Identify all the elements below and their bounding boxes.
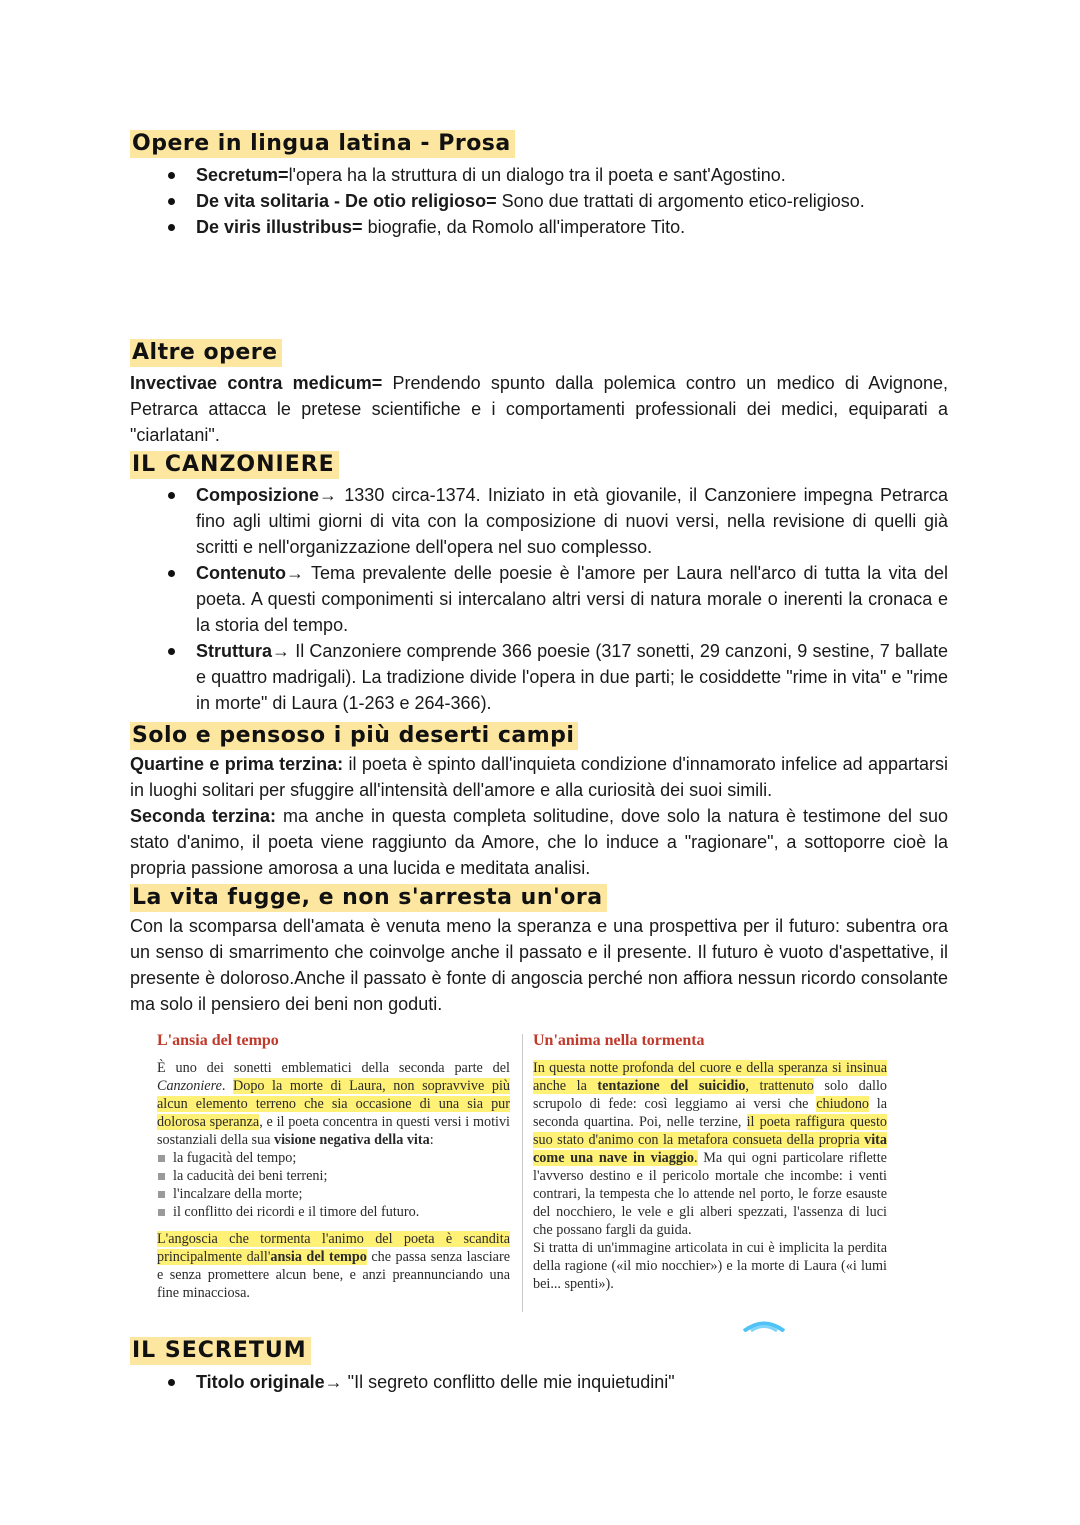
vita-paragraph: Con la scomparsa dell'amata è venuta meno la speranza e una prospettiva per il futuro: subentra ora un senso di smarrimento che coinvolge anche il passato e il presente. Il futuro è vuoto d'aspettative, il presente è doloroso.Anche il passato è fonte di angoscia perché non affiora nessun ricordo consolante ma solo il pensiero dei beni non goduti. [130,916,948,1014]
item-text: Sono due trattati di argomento etico-religioso. [496,191,865,211]
excerpt-left-title: L'ansia del tempo [157,1032,279,1049]
item-term: Secretum= [196,165,289,185]
list-item [130,1369,948,1395]
latin-works-list [130,162,948,240]
list-item [130,214,948,240]
excerpt-left-paragraph-2 [157,1230,510,1302]
highlighted-text: . [693,1150,698,1166]
secretum-list [130,1369,948,1395]
item-term: De viris illustribus= [196,217,363,237]
other-works-paragraph [130,370,948,448]
highlighted-text: Dopo la morte di Laura, non sopravvive più alcun elemento terreno che sia occasione di una sia pur dolorosa speranza [157,1078,510,1130]
list-item [130,560,948,638]
excerpt-left-column [157,1030,510,1302]
heading-other-works: Altre opere [130,339,282,367]
heading-secretum: IL SECRETUM [130,1337,311,1365]
item-term: De vita solitaria - De otio religioso= [196,191,497,211]
text-span: che passa senza lasciare e senza promettere alcun bene, e anzi preannunciando una fine minacciosa. [157,1249,511,1301]
excerpt-right-title: Un'anima nella tormenta [533,1032,705,1049]
heading-canzoniere: IL CANZONIERE [130,451,339,479]
section-la-vita-fugge [130,884,948,1017]
item-text: → Tema prevalente delle poesie è l'amore per Laura nell'arco di tutta la vita del poeta. A questi componimenti si intercalano altri versi di natura morale o inerenti la cronaca e la storia del tempo. [196,563,948,635]
list-item: il conflitto dei ricordi e il timore del futuro. [157,1203,510,1221]
paragraph-text: ma anche in questa completa solitudine, dove solo la natura è testimone del suo stato d'animo, il poeta viene raggiunto da Amore, che lo induce a "ragionare", a sottoporre cioè la propria passione amorosa a una lucida e meditata analisi. [130,806,948,878]
list-item: la caducità dei beni terreni; [157,1167,510,1185]
highlighted-text: chiudono [816,1096,870,1112]
item-text: → 1330 circa-1374. Iniziato in età giovanile, il Canzoniere impegna Petrarca fino agli ultimi giorni di vita con la composizione di nuovi versi, nella revisione di quelli già scritti e nell'organizzazione dell'opera nel suo complesso. [196,485,948,557]
item-term: Composizione [196,485,320,505]
item-term: Contenuto [196,563,286,583]
section-secretum [130,1337,948,1395]
excerpt-right-paragraph-1 [533,1059,887,1239]
text-span: : [429,1132,434,1148]
solo-paragraph-2 [130,803,948,881]
text-span: solo dallo scrupolo di fede: così leggiamo ai versi che [533,1078,887,1112]
highlighted-text: ansia del tempo [270,1249,367,1265]
text-span: Ma qui ogni particolare riflette l'avverso destino e il pericolo mortale che incombe: i venti contrari, la tempesta che lo attende nel porto, le forze esauste del nocchiero, le vele e gli alberi spezzati, l'assenza di luci che possano fargli da guida. [533,1150,887,1238]
excerpt-right-column [533,1030,887,1293]
paragraph-text: Prendendo spunto dalla polemica contro un medico di Avignone, Petrarca attacca le pretese scientifiche e i comportamenti professionali dei medici, equiparati a "ciarlatani". [130,373,948,445]
list-item: l'incalzare della morte; [157,1185,510,1203]
text-span: , e il poeta concentra in questi versi i motivi sostanziali della sua [157,1114,510,1148]
text-span: Canzoniere [157,1078,222,1094]
highlighted-text: In questa notte profonda del cuore e della speranza si insinua anche la [533,1060,887,1094]
list-item [130,482,948,560]
item-text: l'opera ha la struttura di un dialogo tra il poeta e sant'Agostino. [288,165,786,185]
heading-solo-e-pensoso: Solo e pensoso i più deserti campi [130,722,578,750]
excerpt-left-paragraph-1 [157,1059,510,1149]
section-canzoniere [130,451,948,716]
list-item: la fugacità del tempo; [157,1149,510,1167]
section-other-works [130,339,948,448]
wave-icon [742,1318,786,1332]
item-term: Titolo originale [196,1372,325,1392]
heading-la-vita-fugge: La vita fugge, e non s'arresta un'ora [130,884,607,912]
item-text: → Il Canzoniere comprende 366 poesie (317 sonetti, 29 canzoni, 9 sestine, 7 ballate e quattro madrigali). La tradizione divide l'opera in due parti; le cosiddette "rime in vita" e "rime in morte" di Laura (1-263 e 264-366). [196,641,948,713]
text-span: la seconda quartina. Poi, nelle terzine, [533,1096,887,1130]
highlighted-text: vita come una nave in viaggio [533,1132,887,1166]
text-span: È uno dei sonetti emblematici della seconda parte del [157,1060,510,1076]
text-span: visione negativa della vita [274,1132,430,1148]
textbook-excerpt [157,1030,887,1320]
text-span: . [221,1078,233,1094]
item-term: Struttura [196,641,272,661]
list-item [130,188,948,214]
item-text: biografie, da Romolo all'imperatore Tito. [362,217,686,237]
paragraph-term: Quartine e prima terzina: [130,754,344,774]
solo-paragraph-1 [130,751,948,803]
paragraph-term: Invectivae contra medicum= [130,373,383,393]
list-item [130,162,948,188]
excerpt-left-list [157,1149,510,1221]
highlighted-text: tentazione del suicidio [597,1078,746,1094]
excerpt-right-paragraph-2: Si tratta di un'immagine articolata in cui è implicita la perdita della ragione («il mio nocchier») e la morte di Laura («i lumi bei... spenti»). [533,1240,887,1292]
highlighted-text: , trattenuto [745,1078,814,1094]
section-solo-e-pensoso [130,722,948,881]
section-latin-works [130,130,948,240]
canzoniere-list [130,482,948,716]
paragraph-text: il poeta è spinto dall'inquieta condizione d'innamorato infelice ad appartarsi in luoghi solitari per sfuggire all'intensità dell'amore e alla curiosità dei suoi simili. [130,754,948,800]
item-text: → "Il segreto conflitto delle mie inquietudini" [324,1372,675,1392]
highlighted-text: il poeta raffigura questo suo stato d'animo con la metafora consueta della propria [533,1114,887,1148]
column-divider [522,1034,523,1312]
heading-latin-works: Opere in lingua latina - Prosa [130,130,515,158]
paragraph-term: Seconda terzina: [130,806,277,826]
highlighted-text: L'angoscia che tormenta l'animo del poeta è scandita principalmente dall' [157,1231,510,1265]
list-item [130,638,948,716]
